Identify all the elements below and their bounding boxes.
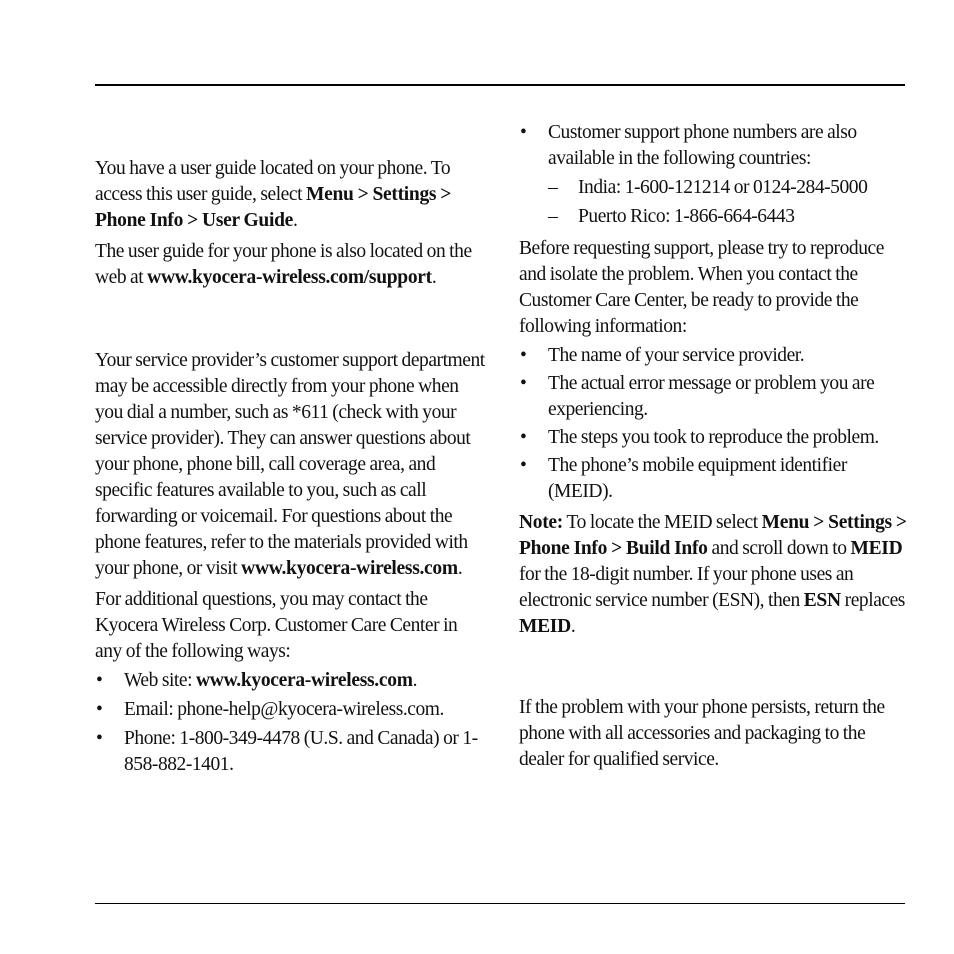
list-item: • The steps you took to reproduce the problem. — [519, 425, 911, 451]
bullet-icon: • — [96, 699, 103, 720]
user-guide-paragraph: You have a user guide located on your phone. To access this user guide, select Menu > Settings > Phone Info > User Guide. — [95, 158, 452, 231]
return-phone-paragraph: If the problem with your phone persists, return the phone with all accessories and packaging to the dealer for qualified service. — [519, 697, 885, 770]
list-item — [95, 726, 485, 778]
bullet-icon: • — [520, 427, 527, 448]
bullet-icon: • — [520, 345, 527, 366]
countries-list — [519, 120, 911, 172]
contact-paragraph: For additional questions, you may contact the Kyocera Wireless Corp. Customer Care Center in any of the following ways: — [95, 589, 458, 662]
bullet-icon: • — [520, 455, 527, 476]
contact-methods-list — [95, 668, 485, 778]
header-rule — [95, 84, 905, 86]
menu-path-settings: Settings — [372, 184, 437, 205]
list-item — [548, 204, 911, 230]
note-label: Note: — [519, 512, 563, 533]
bullet-icon: • — [96, 728, 103, 749]
service-provider-paragraph: Your service provider’s customer support department may be accessible directly from your phone when you dial a number, such as *611 (check with your service provider). They can answer questions about your phone, phone bill, call coverage area, and specific features available to you, such as call forwarding or voicemail. For questions about the phone features, refer to the materials provided with your phone, or visit www.kyocera-wireless.com. — [95, 350, 485, 579]
website-link[interactable]: www.kyocera-wireless.com — [196, 670, 413, 691]
country-numbers-list — [519, 175, 911, 230]
bullet-icon: • — [520, 122, 527, 143]
before-support-paragraph: Before requesting support, please try to reproduce and isolate the problem. When you contact the Customer Care Center, be ready to provide the following information: — [519, 238, 884, 337]
phone-text: Phone: 1-800-349-4478 (U.S. and Canada) or 1-858-882-1401. — [124, 728, 478, 775]
list-item: • Customer support phone numbers are also available in the following countries: — [520, 122, 857, 169]
required-info-list — [519, 343, 911, 505]
list-item: • The phone’s mobile equipment identifier (MEID). — [520, 455, 847, 502]
web-guide-paragraph: The user guide for your phone is also located on the web at www.kyocera-wireless.com/support. — [95, 241, 472, 288]
list-item: • The actual error message or problem you are experiencing. — [520, 373, 875, 420]
india-number-text: India: 1-600-121214 or 0124-284-5000 — [578, 177, 868, 198]
bullet-icon: • — [520, 373, 527, 394]
menu-path-menu: Menu — [305, 184, 354, 205]
puerto-rico-number-text: Puerto Rico: 1-866-664-6443 — [578, 206, 795, 227]
dash-icon: – — [548, 177, 558, 198]
right-column — [519, 120, 911, 773]
menu-path-user-guide: User Guide — [202, 210, 293, 231]
support-url-link[interactable]: www.kyocera-wireless.com/support — [147, 267, 432, 288]
menu-path-phone-info: Phone Info — [95, 210, 184, 231]
left-column — [95, 156, 485, 778]
list-item — [548, 175, 911, 201]
footer-rule — [95, 903, 905, 904]
email-text: Email: phone-help@kyocera-wireless.com. — [124, 699, 444, 720]
list-item — [95, 697, 485, 723]
meid-note: Note: To locate the MEID select Menu > Settings > Phone Info > Build Info and scroll down to MEID for the 18-digit number. If your phone uses an electronic service number (ESN), then ESN replaces MEID. — [519, 512, 907, 637]
dash-icon: – — [548, 206, 558, 227]
list-item: • Web site: www.kyocera-wireless.com. — [95, 668, 485, 694]
bullet-icon: • — [96, 670, 103, 691]
kyocera-url-link[interactable]: www.kyocera-wireless.com — [241, 558, 458, 579]
list-item: • The name of your service provider. — [519, 343, 911, 369]
